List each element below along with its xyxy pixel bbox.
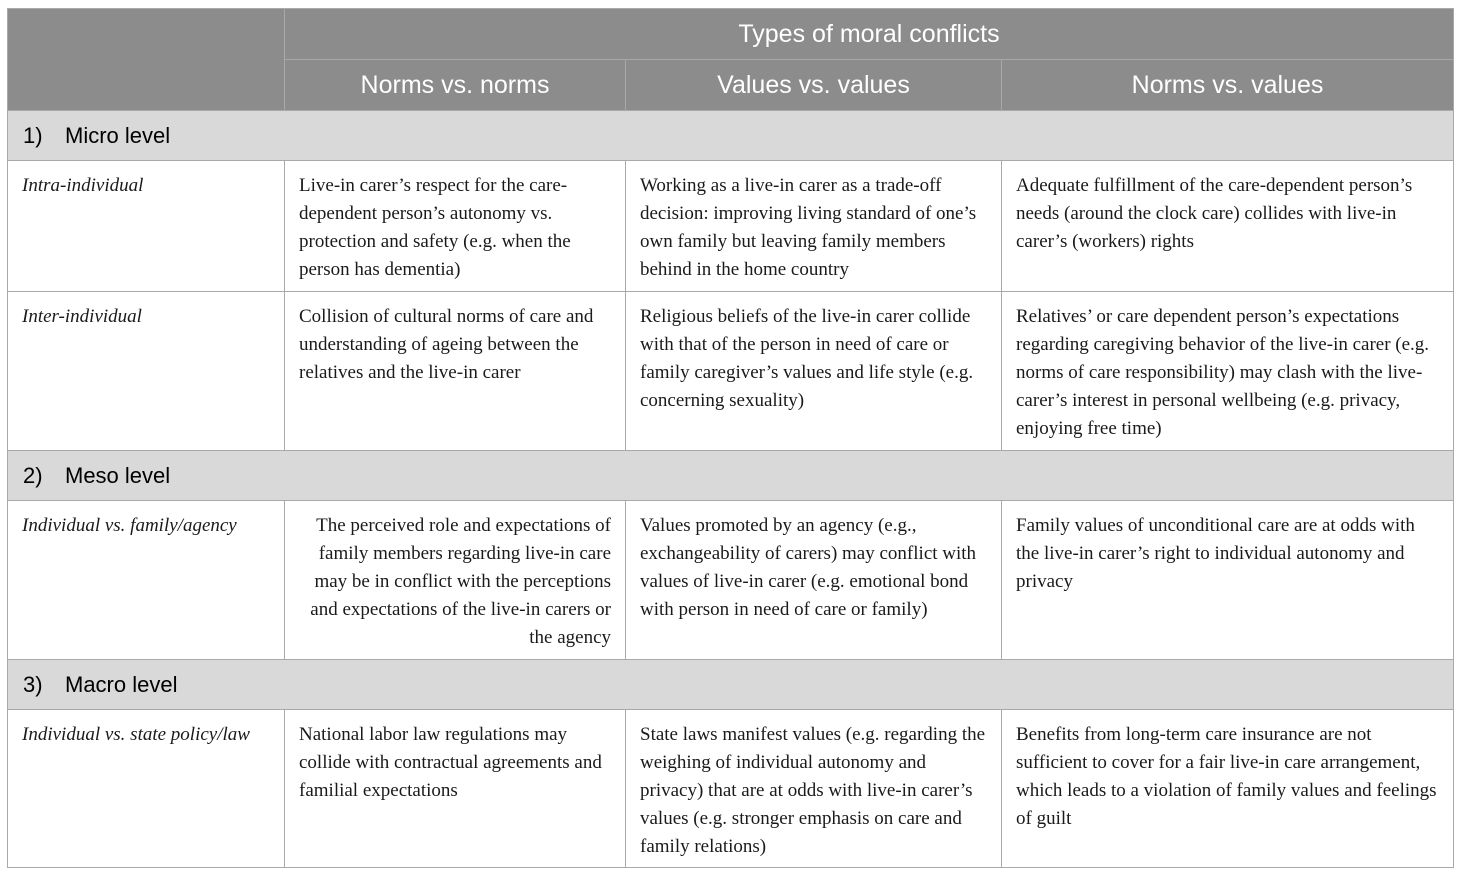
section-heading-micro [8, 111, 1454, 161]
section-title: Meso level [65, 462, 171, 488]
table-row-inter-individual [8, 292, 1454, 451]
table-row-individual-vs-family-agency [8, 501, 1454, 660]
table-row-intra-individual [8, 161, 1454, 292]
table-cell: Live-in carer’s respect for the care-dependent person’s autonomy vs. protection and safety (e.g. when the person has dementia) [285, 161, 626, 292]
section-number: 1) [23, 122, 43, 148]
table-cell: Family values of unconditional care are at odds with the live-in carer’s right to individual autonomy and privacy [1002, 501, 1454, 660]
row-label: Individual vs. state policy/law [8, 710, 285, 868]
column-header-norms-vs-norms: Norms vs. norms [285, 60, 626, 111]
section-number: 3) [23, 671, 43, 697]
table-cell: Religious beliefs of the live-in carer collide with that of the person in need of care or family caregiver’s values and life style (e.g. concerning sexuality) [626, 292, 1002, 451]
column-header-values-vs-values: Values vs. values [626, 60, 1002, 111]
table-row-individual-vs-state [8, 710, 1454, 868]
table-cell: State laws manifest values (e.g. regarding the weighing of individual autonomy and privacy) that are at odds with live-in carer’s values (e.g. stronger emphasis on care and family relations) [626, 710, 1002, 868]
section-title: Macro level [65, 671, 178, 697]
table-cell: Relatives’ or care dependent person’s expectations regarding caregiving behavior of the live-in carer (e.g. norms of care responsibility) may clash with the live- carer’s interest in personal wellbeing (e.g. privacy, enjoying free time) [1002, 292, 1454, 451]
table-group-title: Types of moral conflicts [285, 9, 1454, 60]
section-row-meso [8, 451, 1454, 501]
section-row-macro [8, 660, 1454, 710]
section-row-micro [8, 111, 1454, 161]
row-label: Intra-individual [8, 161, 285, 292]
table-cell: National labor law regulations may collide with contractual agreements and familial expectations [285, 710, 626, 868]
table-cell: Adequate fulfillment of the care-dependent person’s needs (around the clock care) collides with live-in carer’s (workers) rights [1002, 161, 1454, 292]
table-cell: Values promoted by an agency (e.g., exchangeability of carers) may conflict with values of live-in carer (e.g. emotional bond with person in need of care or family) [626, 501, 1002, 660]
table-cell: Collision of cultural norms of care and understanding of ageing between the relatives and the live-in carer [285, 292, 626, 451]
moral-conflicts-table [7, 8, 1454, 868]
table-cell: Benefits from long-term care insurance are not sufficient to cover for a fair live-in care arrangement, which leads to a violation of family values and feelings of guilt [1002, 710, 1454, 868]
header-blank-cell [8, 9, 285, 111]
section-title: Micro level [65, 122, 171, 148]
row-label: Inter-individual [8, 292, 285, 451]
table-cell: The perceived role and expectations of family members regarding live-in care may be in conflict with the perceptions and expectations of the live-in carers or the agency [285, 501, 626, 660]
row-label: Individual vs. family/agency [8, 501, 285, 660]
section-number: 2) [23, 462, 43, 488]
column-header-norms-vs-values: Norms vs. values [1002, 60, 1454, 111]
table-cell: Working as a live-in carer as a trade-off decision: improving living standard of one’s own family but leaving family members behind in the home country [626, 161, 1002, 292]
section-heading-meso [8, 451, 1454, 501]
section-heading-macro [8, 660, 1454, 710]
